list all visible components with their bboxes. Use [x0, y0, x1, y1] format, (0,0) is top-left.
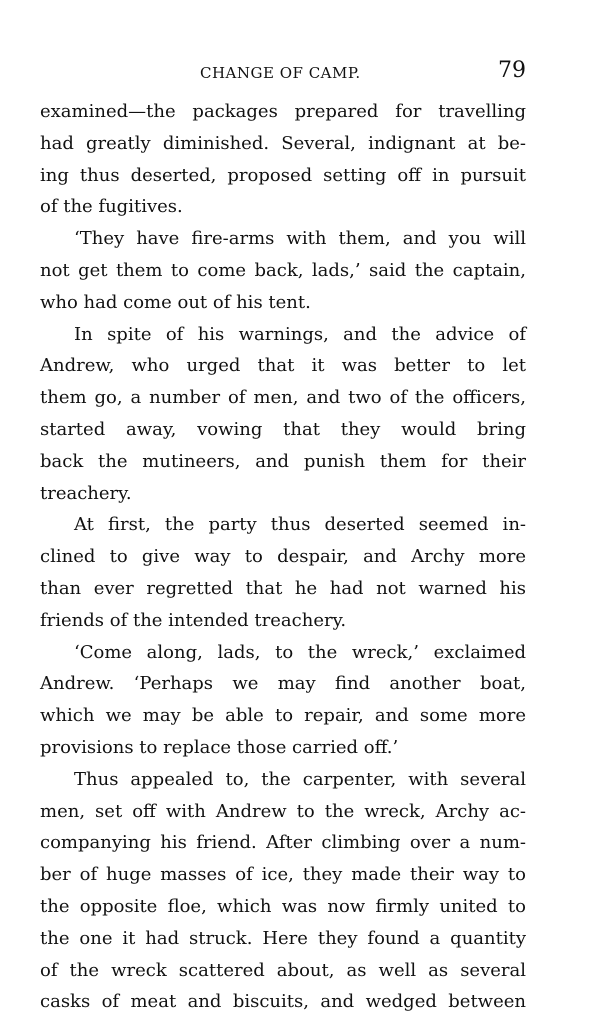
text-line: friends of the intended treachery. [40, 609, 347, 631]
text-line: ‘Come along, lads, to the wreck,’ exclaimed [74, 641, 526, 663]
text-line: who had come out of his tent. [40, 291, 311, 313]
page-number: 79 [498, 58, 526, 83]
text-line: started away, vowing that they would bring [40, 418, 526, 440]
text-line: Thus appealed to, the carpenter, with several [74, 768, 526, 790]
text-line: had greatly diminished. Several, indignant at be- [40, 132, 526, 154]
text-line: ‘They have fire-arms with them, and you will [74, 228, 526, 250]
body-text [40, 96, 526, 1018]
text-line: Andrew, who urged that it was better to let [40, 355, 526, 377]
text-line: of the wreck scattered about, as well as several [40, 959, 526, 981]
text-line: casks of meat and biscuits, and wedged between [40, 991, 526, 1013]
text-line: the opposite floe, which was now firmly united to [40, 895, 526, 917]
text-line: In spite of his warnings, and the advice of [74, 323, 526, 345]
text-line: clined to give way to despair, and Archy more [40, 546, 526, 568]
text-line: which we may be able to repair, and some more [40, 705, 526, 727]
text-line: examined—the packages prepared for travelling [40, 101, 526, 122]
text-line: ing thus deserted, proposed setting off in pursuit [40, 164, 526, 186]
text-line: back the mutineers, and punish them for their [40, 450, 526, 472]
text-line: Andrew. ‘Perhaps we may find another boat, [40, 673, 526, 695]
text-line: companying his friend. After climbing over a num- [40, 832, 526, 854]
running-title: CHANGE OF CAMP. [200, 64, 361, 82]
text-line: treachery. [40, 482, 132, 504]
text-line: of the fugitives. [40, 196, 183, 218]
text-line: than ever regretted that he had not warned his [40, 577, 526, 599]
text-line: the one it had struck. Here they found a quantity [40, 927, 526, 949]
running-header [40, 58, 526, 88]
text-line: men, set off with Andrew to the wreck, Archy ac- [40, 800, 526, 822]
text-line: them go, a number of men, and two of the officers, [40, 387, 526, 409]
text-line: not get them to come back, lads,’ said the captain, [40, 259, 526, 281]
text-line: provisions to replace those carried off.’ [40, 736, 399, 758]
text-line: At first, the party thus deserted seemed in- [74, 514, 526, 536]
text-line: ber of huge masses of ice, they made their way to [40, 864, 526, 886]
